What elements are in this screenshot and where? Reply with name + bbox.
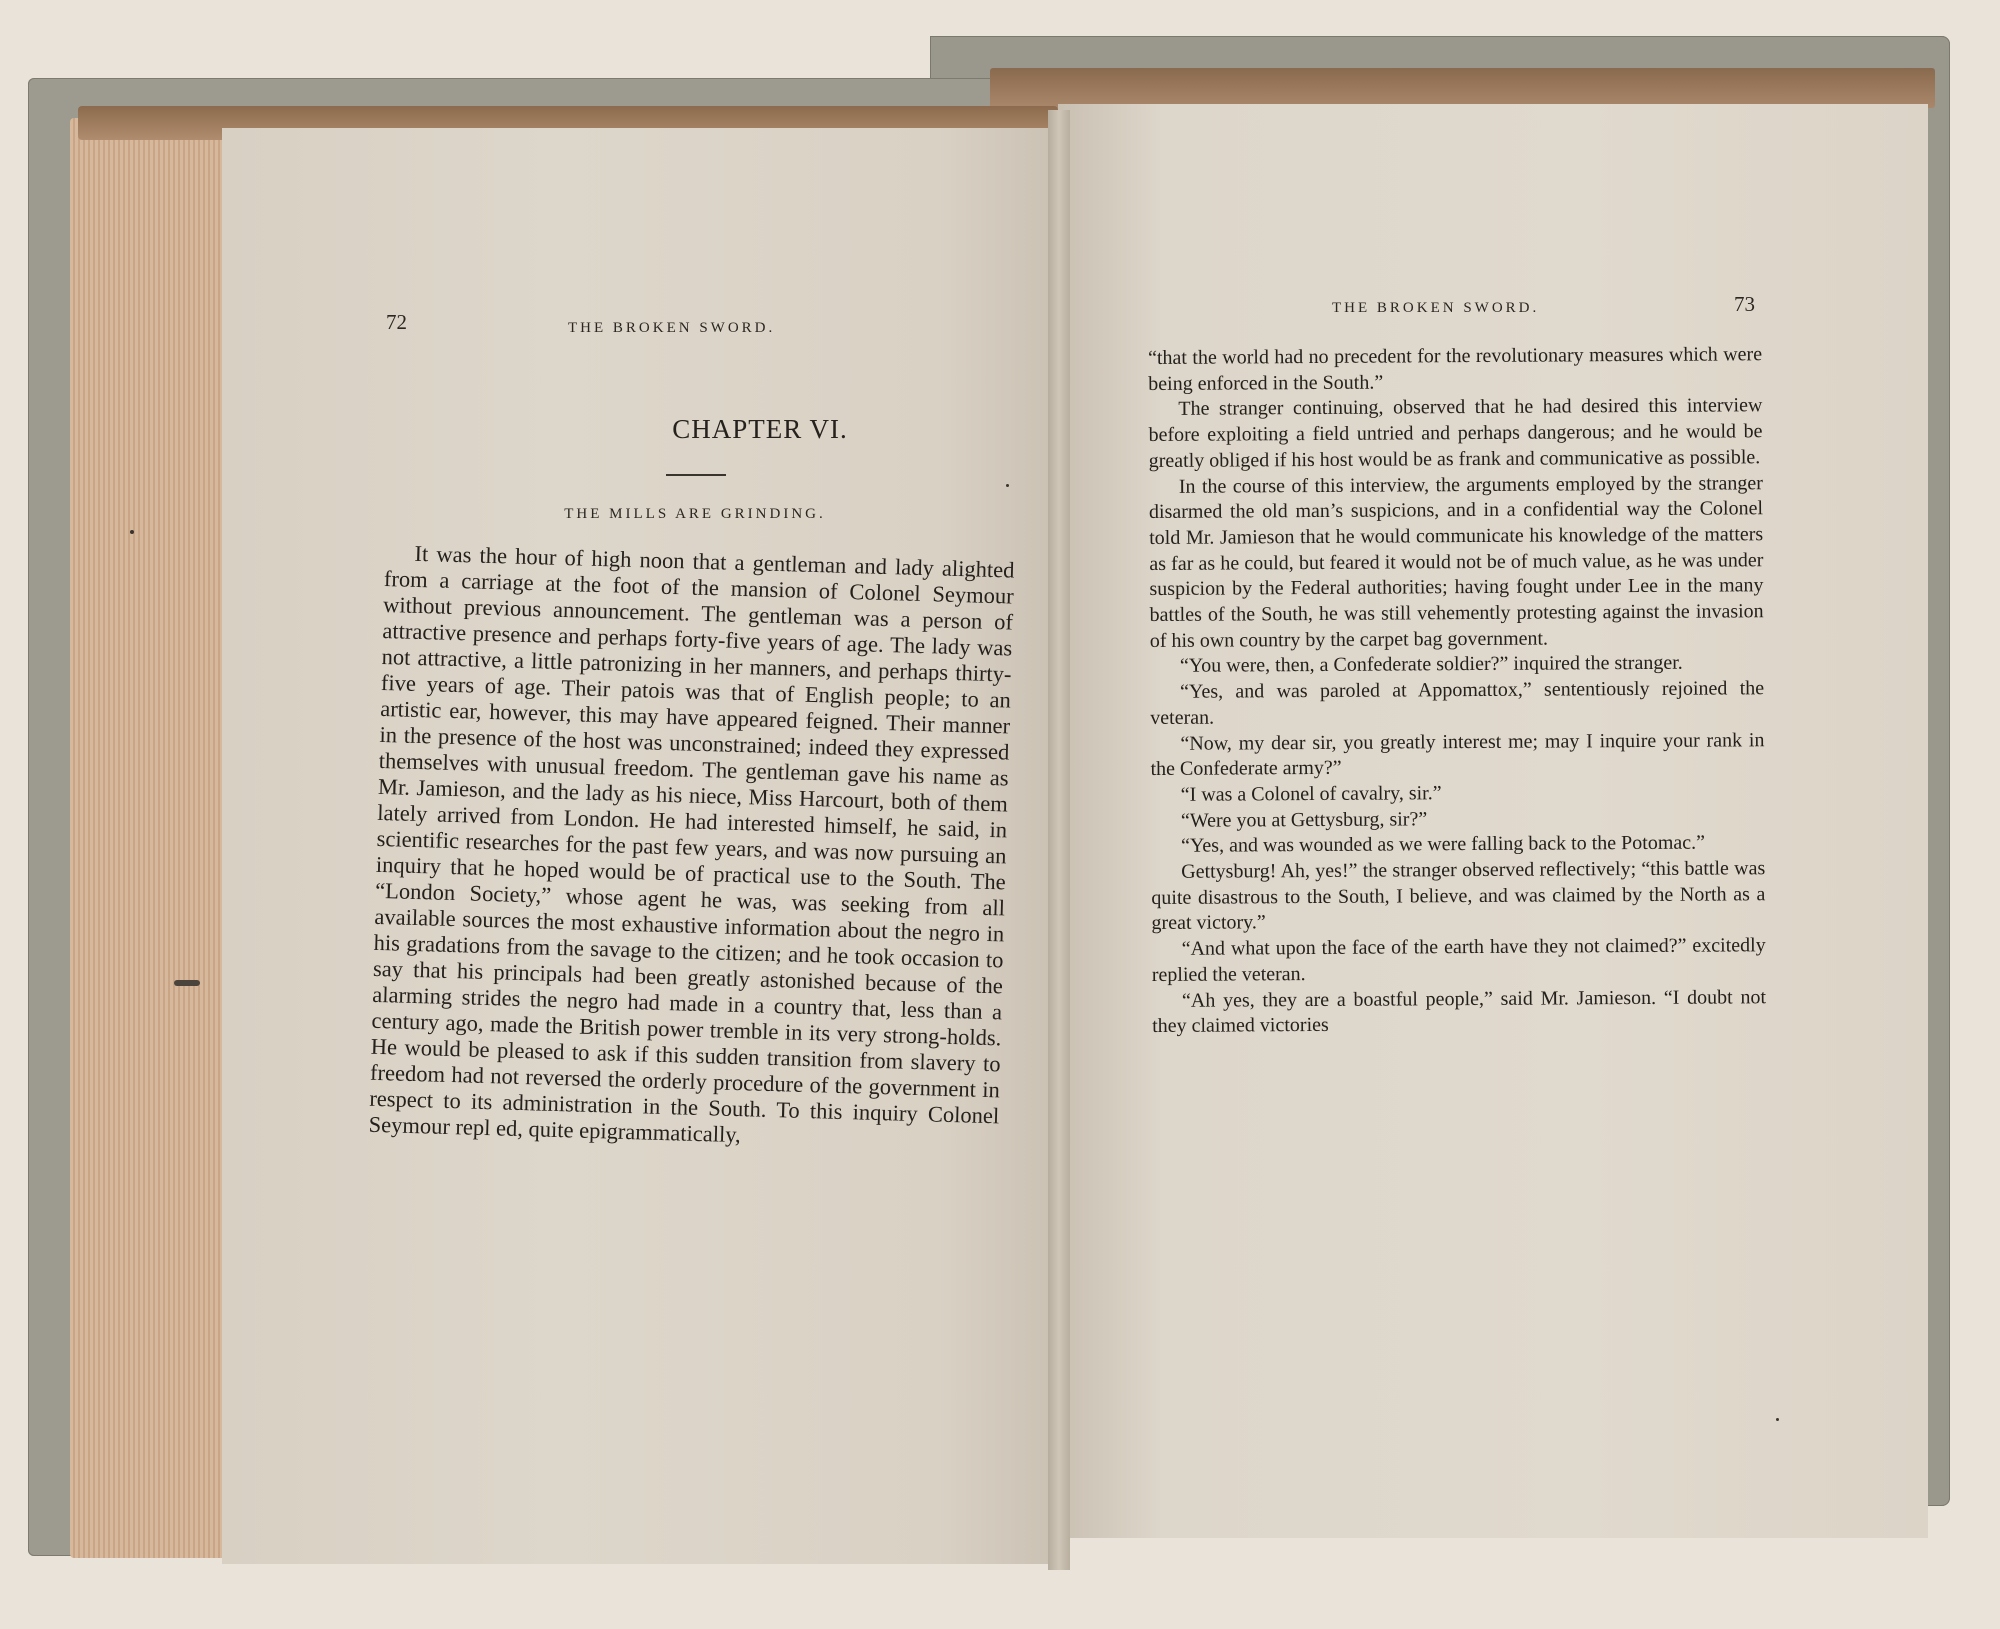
left-page-number: 72: [386, 310, 407, 334]
paragraph: It was the hour of high noon that a gentleman and lady alighted from a carriage at the foot of the mansion of Colonel Seymour without previous announcement. The gentleman was a person of attractive presence and perhaps forty-five years of age. The lady was not attractive, a little patronizing in her manners, and perhaps thirty-five years of age. Their patois was that of English people; to an artistic ear, however, this may have appeared feigned. Their manner in the presence of the host was unconstrained; indeed they expressed themselves with unusual freedom. The gentleman gave his name as Mr. Jamieson, and the lady as his niece, Miss Harcourt, both of them lately arrived from London. He had interested himself, he said, in scientific researches for the past few years, and was now pursuing an inquiry that he hoped would be of practical use to the South. The “London Society,” whose agent he was, was seeking from all available sources the most exhaustive information about the negro in his gradations from the savage to the citizen; and he took occasion to say that his principals had been greatly astonished because of the alarming strides the negro had made in a country that, less than a century ago, made the British power tremble in its very strong-holds. He would be pleased to ask if this sudden transition from slavery to freedom had not reversed the orderly procedure of the government in respect to its administration in the South. To this inquiry Colonel Seymour repl ed, quite epigrammatically,: [368, 540, 1015, 1148]
page-stack-edge: [70, 118, 230, 1558]
paragraph: The stranger continuing, observed that he had desired this interview before exploiting a field untried and perhaps dangerous; and he would be greatly obliged if his host would be as frank and communicative as possible.: [1148, 394, 1763, 472]
paragraph: “Yes, and was paroled at Appomattox,” sententiously rejoined the veteran.: [1150, 677, 1765, 729]
book-gutter: [1048, 110, 1070, 1570]
right-running-head: THE BROKEN SWORD.: [1332, 300, 1540, 316]
page-mark: [174, 980, 200, 986]
paragraph: Gettysburg! Ah, yes!” the stranger observed reflectively; “this battle was quite disastrous to the South, I believe, and was claimed by the North as a great victory.”: [1151, 857, 1766, 935]
paper-speck: [130, 530, 134, 534]
paragraph: In the course of this interview, the arguments employed by the stranger disarmed the old man’s suspicions, and in a confidential way the Colonel told Mr. Jamieson that he would communicate his knowledge of the matters as far as he could, but feared it would not be of much value, as he was under suspicion by the Federal authorities; having fought under Lee in the many battles of the South, he was still vehemently protesting against the invasion of his own country by the carpet bag government.: [1148, 471, 1764, 652]
paper-speck: [1776, 1418, 1779, 1421]
paragraph: “I was a Colonel of cavalry, sir.”: [1180, 782, 1442, 806]
left-running-head: THE BROKEN SWORD.: [568, 320, 776, 336]
chapter-subtitle: THE MILLS ARE GRINDING.: [564, 506, 826, 522]
paragraph: “Yes, and was wounded as we were falling back to the Potomac.”: [1180, 831, 1706, 858]
paragraph: “And what upon the face of the earth have they not claimed?” excitedly replied the veteran.: [1151, 934, 1766, 986]
paragraph: “Ah yes, they are a boastful people,” said Mr. Jamieson. “I doubt not they claimed victories: [1152, 985, 1767, 1038]
chapter-divider: [666, 474, 726, 476]
right-page-body: [1148, 342, 1766, 1040]
right-page-number: 73: [1734, 292, 1755, 316]
paragraph: “Now, my dear sir, you greatly interest me; may I inquire your rank in the Confederate army?”: [1150, 728, 1765, 781]
paragraph: “You were, then, a Confederate soldier?” inquired the stranger.: [1179, 652, 1683, 678]
paper-speck: [1006, 484, 1009, 487]
paragraph: “Were you at Gettysburg, sir?”: [1180, 807, 1428, 832]
left-page-body: [368, 540, 1014, 1155]
page-top-edge-right: [990, 68, 1935, 108]
paragraph: “that the world had no precedent for the revolutionary measures which were being enforced in the South.”: [1148, 343, 1763, 395]
chapter-title: CHAPTER VI.: [672, 414, 848, 444]
